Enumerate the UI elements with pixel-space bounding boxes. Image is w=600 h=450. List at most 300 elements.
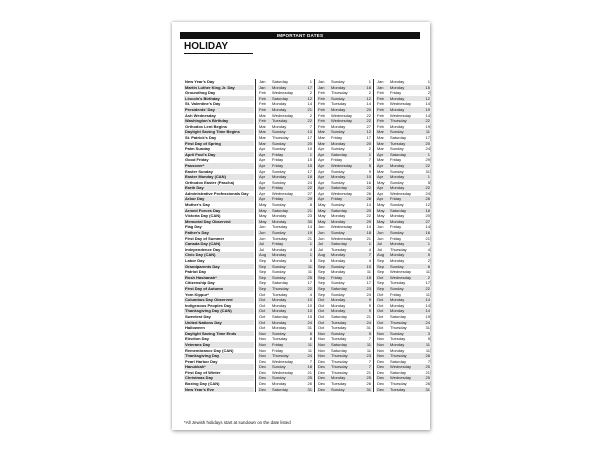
month-cell: Apr xyxy=(317,174,330,180)
weekday-cell: Monday xyxy=(331,123,346,129)
weekday-cell: Sunday xyxy=(272,269,286,275)
holiday-name: Yom Kippur* xyxy=(185,291,209,297)
weekday-cell: Sunday xyxy=(390,202,404,208)
day-cell: 12 xyxy=(425,202,430,208)
month-cell: Jul xyxy=(377,246,383,252)
month-cell: Dec xyxy=(317,364,330,370)
day-cell: 14 xyxy=(366,101,371,107)
holiday-name: Canada Day (CAN) xyxy=(184,241,254,247)
day-cell: 7 xyxy=(309,123,312,129)
month-cell: Oct xyxy=(318,302,325,308)
month-cell: Mar xyxy=(377,168,384,174)
weekday-cell: Friday xyxy=(271,185,299,191)
month-cell: Nov xyxy=(259,336,267,342)
month-cell: Oct xyxy=(376,308,389,314)
weekday-cell: Wednesday xyxy=(389,375,417,381)
day-cell: 18 xyxy=(299,364,313,370)
day-cell: 22 xyxy=(417,118,431,124)
day-cell: 5 xyxy=(358,163,372,169)
holiday-name: Earth Day xyxy=(184,185,254,191)
holiday-name: April Fool's Day xyxy=(184,152,254,158)
month-cell: May xyxy=(376,208,389,214)
weekday-cell: Sunday xyxy=(330,129,358,135)
month-cell: Dec xyxy=(317,387,330,393)
weekday-cell: Thursday xyxy=(271,353,299,359)
month-cell: Dec xyxy=(318,381,326,387)
day-cell: 1 xyxy=(309,79,312,84)
weekday-cell: Wednesday xyxy=(389,364,417,370)
month-cell: Sep xyxy=(317,286,330,292)
month-cell: Apr xyxy=(376,185,389,191)
holiday-name: Daylight Saving Time Ends xyxy=(184,331,254,337)
holiday-name: Easter Monday (CAN) xyxy=(184,174,254,180)
day-cell: 21 xyxy=(366,313,371,319)
day-cell: 29 xyxy=(299,196,313,202)
month-cell: Jun xyxy=(318,224,325,230)
weekday-cell: Sunday xyxy=(389,230,417,236)
day-cell: 23 xyxy=(358,286,372,292)
day-cell: 26 xyxy=(366,190,371,196)
month-cell: Oct xyxy=(317,297,330,303)
month-cell: Mar xyxy=(377,157,384,163)
month-cell: Mar xyxy=(259,134,266,140)
weekday-cell: Monday xyxy=(271,174,299,180)
weekday-cell: Wednesday xyxy=(330,163,358,169)
weekday-cell: Monday xyxy=(389,107,417,113)
day-cell: 11 xyxy=(425,291,430,297)
weekday-cell: Monday xyxy=(389,219,417,225)
weekday-cell: Saturday xyxy=(330,152,358,158)
weekday-cell: Sunday xyxy=(330,387,358,393)
month-cell: Nov xyxy=(317,353,330,359)
day-cell: 17 xyxy=(425,134,430,140)
day-cell: 24 xyxy=(358,320,372,326)
day-cell: 14 xyxy=(366,224,371,230)
holiday-name: Lincoln's Birthday xyxy=(184,96,254,102)
weekday-cell: Monday xyxy=(331,269,346,275)
day-cell: 11 xyxy=(299,264,313,270)
month-cell: Sep xyxy=(258,275,271,281)
holiday-name: Flag Day xyxy=(185,224,202,230)
month-cell: Sep xyxy=(318,280,326,286)
day-cell: 19 xyxy=(417,107,431,113)
month-cell: Jun xyxy=(317,230,330,236)
month-cell: Sep xyxy=(377,258,385,263)
weekday-cell: Monday xyxy=(389,85,417,91)
month-cell: Apr xyxy=(318,179,325,185)
month-cell: Oct xyxy=(258,297,271,303)
day-cell: 1 xyxy=(299,252,313,258)
weekday-cell: Friday xyxy=(390,235,402,241)
day-cell: 11 xyxy=(307,269,312,275)
weekday-cell: Tuesday xyxy=(331,325,347,331)
month-cell: Mar xyxy=(376,141,389,147)
month-cell: May xyxy=(259,213,267,219)
month-cell: May xyxy=(258,219,271,225)
month-cell: Apr xyxy=(259,168,266,174)
month-cell: Sep xyxy=(317,264,330,270)
weekday-cell: Friday xyxy=(271,241,299,247)
month-cell: Oct xyxy=(376,275,389,281)
month-cell: Feb xyxy=(258,107,271,113)
month-cell: Aug xyxy=(376,252,389,258)
day-cell: 18 xyxy=(417,208,431,214)
holiday-name: Arbor Day xyxy=(184,196,254,202)
weekday-cell: Wednesday xyxy=(331,190,353,196)
weekday-cell: Wednesday xyxy=(389,275,417,281)
weekday-cell: Monday xyxy=(331,302,346,308)
day-cell: 24 xyxy=(425,190,430,196)
day-cell: 24 xyxy=(299,320,313,326)
day-cell: 11 xyxy=(417,342,431,348)
holiday-name: Citizenship Day xyxy=(185,280,215,286)
weekday-cell: Wednesday xyxy=(390,101,412,107)
day-cell: 15 xyxy=(299,163,313,169)
day-cell: 20 xyxy=(358,107,372,113)
month-cell: Mar xyxy=(377,146,384,152)
weekday-cell: Sunday xyxy=(331,202,345,208)
month-cell: May xyxy=(377,213,385,219)
weekday-cell: Thursday xyxy=(389,353,417,359)
weekday-cell: Saturday xyxy=(272,313,289,319)
day-cell: 17 xyxy=(366,134,371,140)
weekday-cell: Tuesday xyxy=(272,235,288,241)
weekday-cell: Sunday xyxy=(271,331,299,337)
month-cell: Apr xyxy=(317,185,330,191)
weekday-cell: Sunday xyxy=(389,129,417,135)
day-cell: 7 xyxy=(309,358,312,364)
month-cell: Sep xyxy=(317,275,330,281)
holiday-name: Memorial Day Observed xyxy=(184,219,254,225)
weekday-cell: Thursday xyxy=(272,134,289,140)
month-cell: May xyxy=(258,208,271,214)
weekday-cell: Friday xyxy=(271,196,299,202)
day-cell: 2 xyxy=(309,112,312,118)
weekday-cell: Friday xyxy=(271,163,299,169)
weekday-cell: Monday xyxy=(272,123,287,129)
day-cell: 14 xyxy=(425,101,430,107)
holiday-name: Daylight Saving Time Begins xyxy=(184,129,254,135)
month-cell: Jul xyxy=(376,241,389,247)
month-cell: May xyxy=(376,219,389,225)
weekday-cell: Saturday xyxy=(390,358,407,364)
day-cell: 9 xyxy=(358,297,372,303)
weekday-cell: Sunday xyxy=(272,168,286,174)
weekday-cell: Friday xyxy=(389,196,417,202)
month-cell: Mar xyxy=(376,129,389,135)
day-cell: 22 xyxy=(366,112,371,118)
day-cell: 17 xyxy=(307,134,312,140)
month-cell: Dec xyxy=(376,387,389,393)
page-title: HOLIDAY xyxy=(184,41,253,54)
weekday-cell: Monday xyxy=(331,213,346,219)
day-cell: 16 xyxy=(417,230,431,236)
month-cell: Oct xyxy=(259,325,266,331)
day-cell: 24 xyxy=(366,291,371,297)
weekday-cell: Saturday xyxy=(331,347,348,353)
holiday-name: Washington's Birthday xyxy=(184,118,254,124)
weekday-cell: Wednesday xyxy=(272,190,294,196)
day-cell: 1 xyxy=(358,152,372,158)
weekday-cell: Thursday xyxy=(331,369,348,375)
day-cell: 17 xyxy=(307,280,312,286)
weekday-cell: Wednesday xyxy=(331,112,353,118)
weekday-cell: Monday xyxy=(390,123,405,129)
month-cell: Feb xyxy=(258,96,271,102)
day-cell: 15 xyxy=(358,275,372,281)
holiday-name: New Year's Eve xyxy=(184,387,254,393)
holiday-name: Grandparents Day xyxy=(184,264,254,270)
month-cell: Feb xyxy=(376,96,389,102)
day-cell: 18 xyxy=(358,230,372,236)
holiday-name: Palm Sunday xyxy=(185,146,211,152)
weekday-cell: Saturday xyxy=(272,280,289,286)
day-cell: 8 xyxy=(309,336,312,342)
day-cell: 11 xyxy=(366,347,371,353)
day-cell: 10 xyxy=(307,302,312,308)
month-cell: Oct xyxy=(317,308,330,314)
weekday-cell: Sunday xyxy=(330,331,358,337)
month-cell: Dec xyxy=(377,369,385,375)
day-cell: 31 xyxy=(307,325,312,331)
month-cell: Feb xyxy=(377,123,384,129)
month-cell: Oct xyxy=(259,302,266,308)
month-cell: Oct xyxy=(377,302,384,308)
weekday-cell: Tuesday xyxy=(390,336,406,342)
month-cell: Apr xyxy=(318,146,325,152)
weekday-cell: Tuesday xyxy=(389,141,417,147)
month-cell: Feb xyxy=(259,101,266,107)
holiday-name: Election Day xyxy=(185,336,210,342)
month-cell: Jun xyxy=(377,224,384,230)
holiday-name: First Day of Autumn xyxy=(184,286,254,292)
weekday-cell: Tuesday xyxy=(390,280,406,286)
month-cell: Apr xyxy=(259,190,266,196)
month-cell: Dec xyxy=(377,358,385,364)
day-cell: 25 xyxy=(417,364,431,370)
month-cell: Apr xyxy=(258,174,271,180)
day-cell: 16 xyxy=(358,85,372,91)
day-cell: 5 xyxy=(427,179,430,185)
day-cell: 5 xyxy=(427,336,430,342)
holiday-name: Hanukkah* xyxy=(184,364,254,370)
weekday-cell: Sunday xyxy=(272,202,286,208)
weekday-cell: Thursday xyxy=(271,286,299,292)
day-cell: 22 xyxy=(299,286,313,292)
weekday-cell: Saturday xyxy=(330,185,358,191)
day-cell: 19 xyxy=(425,313,430,319)
day-cell: 8 xyxy=(309,202,312,208)
month-cell: Nov xyxy=(376,353,389,359)
month-cell: Apr xyxy=(258,196,271,202)
weekday-cell: Saturday xyxy=(330,286,358,292)
month-cell: Jun xyxy=(259,224,266,230)
weekday-cell: Sunday xyxy=(331,179,345,185)
day-cell: 25 xyxy=(358,375,372,381)
month-cell: Feb xyxy=(259,90,266,96)
day-cell: 13 xyxy=(299,129,313,135)
weekday-cell: Saturday xyxy=(389,152,417,158)
day-cell: 21 xyxy=(425,369,430,375)
day-cell: 21 xyxy=(307,369,312,375)
weekday-cell: Thursday xyxy=(390,325,407,331)
day-cell: 14 xyxy=(307,224,312,230)
day-cell: 6 xyxy=(299,331,313,337)
day-cell: 5 xyxy=(358,331,372,337)
weekday-cell: Sunday xyxy=(331,280,345,286)
weekday-cell: Sunday xyxy=(272,146,286,152)
weekday-cell: Sunday xyxy=(331,146,345,152)
weekday-cell: Tuesday xyxy=(271,118,299,124)
weekday-cell: Monday xyxy=(272,381,287,387)
day-cell: 24 xyxy=(307,179,312,185)
day-cell: 21 xyxy=(299,208,313,214)
weekday-cell: Tuesday xyxy=(389,387,417,393)
weekday-cell: Friday xyxy=(390,291,402,297)
holiday-name: Martin Luther King Jr. Day xyxy=(184,85,254,91)
day-cell: 21 xyxy=(299,107,313,113)
holiday-name: Victoria Day (CAN) xyxy=(185,213,221,219)
holiday-table-wrap xyxy=(184,79,430,392)
day-cell: 4 xyxy=(368,246,371,252)
month-cell: Mar xyxy=(258,129,271,135)
day-cell: 4 xyxy=(309,291,312,297)
holiday-name: St. Valentine's Day xyxy=(185,101,221,107)
day-cell: 21 xyxy=(366,369,371,375)
weekday-cell: Wednesday xyxy=(331,224,353,230)
day-cell: 7 xyxy=(368,336,371,342)
weekday-cell: Monday xyxy=(272,246,287,252)
weekday-cell: Thursday xyxy=(389,118,417,124)
month-cell: Apr xyxy=(318,157,325,163)
day-cell: 12 xyxy=(358,129,372,135)
weekday-cell: Monday xyxy=(389,342,417,348)
month-cell: Dec xyxy=(258,387,271,393)
day-cell: 20 xyxy=(425,213,430,219)
day-cell: 2 xyxy=(309,90,312,96)
month-cell: Jun xyxy=(259,235,266,241)
weekday-cell: Monday xyxy=(389,96,417,102)
month-cell: Sep xyxy=(377,280,385,286)
holiday-row xyxy=(184,286,431,292)
holiday-name: Orthodox Lent Begins xyxy=(185,123,227,129)
holiday-name: Father's Day xyxy=(184,230,254,236)
holiday-row xyxy=(184,118,431,124)
weekday-cell: Monday xyxy=(330,375,358,381)
month-cell: Mar xyxy=(259,123,266,129)
weekday-cell: Monday xyxy=(271,219,299,225)
day-cell: 1 xyxy=(427,79,430,84)
holiday-name: First Day of Winter xyxy=(185,369,221,375)
holiday-name: Orthodox Easter (Pascha) xyxy=(185,179,235,185)
holiday-name: Civic Day (CAN) xyxy=(184,252,254,258)
weekday-cell: Monday xyxy=(389,308,417,314)
weekday-cell: Thursday xyxy=(390,246,407,252)
month-cell: Jan xyxy=(258,85,271,91)
month-cell: Mar xyxy=(259,112,266,118)
day-cell: 21 xyxy=(307,235,312,241)
weekday-cell: Saturday xyxy=(271,387,299,393)
weekday-cell: Monday xyxy=(271,297,299,303)
month-cell: Dec xyxy=(258,375,271,381)
weekday-cell: Monday xyxy=(390,79,405,84)
month-cell: Feb xyxy=(377,90,384,96)
day-cell: 28 xyxy=(358,196,372,202)
weekday-cell: Sunday xyxy=(271,275,299,281)
day-cell: 12 xyxy=(417,96,431,102)
weekday-cell: Friday xyxy=(272,347,284,353)
holiday-name: Veterans Day xyxy=(184,342,254,348)
day-cell: 31 xyxy=(425,325,430,331)
day-cell: 25 xyxy=(299,275,313,281)
month-cell: May xyxy=(317,208,330,214)
holiday-name: Thanksgiving Day (CAN) xyxy=(184,308,254,314)
holiday-name: Sweetest Day xyxy=(185,313,211,319)
holiday-name: Easter Sunday xyxy=(185,168,213,174)
month-cell: Dec xyxy=(317,375,330,381)
day-cell: 2 xyxy=(427,90,430,96)
weekday-cell: Wednesday xyxy=(390,112,412,118)
month-cell: Feb xyxy=(317,107,330,113)
weekday-cell: Monday xyxy=(390,213,405,219)
weekday-cell: Wednesday xyxy=(272,112,294,118)
day-cell: 31 xyxy=(358,387,372,393)
month-cell: Apr xyxy=(377,190,384,196)
weekday-cell: Tuesday xyxy=(330,320,358,326)
month-cell: Apr xyxy=(376,174,389,180)
month-cell: Dec xyxy=(318,369,326,375)
weekday-cell: Friday xyxy=(271,152,299,158)
weekday-cell: Friday xyxy=(330,196,358,202)
day-cell: 2 xyxy=(368,90,371,96)
month-cell: Oct xyxy=(318,313,325,319)
month-cell: Sep xyxy=(376,286,389,292)
holiday-name: Boxing Day (CAN) xyxy=(185,381,220,387)
holiday-table xyxy=(184,79,431,392)
day-cell: 14 xyxy=(417,308,431,314)
weekday-cell: Monday xyxy=(389,297,417,303)
month-cell: Apr xyxy=(376,152,389,158)
footnote: *All Jewish holidays start at sundown on the date listed xyxy=(184,420,291,425)
weekday-cell: Friday xyxy=(271,342,299,348)
day-cell: 11 xyxy=(307,347,312,353)
day-cell: 22 xyxy=(417,286,431,292)
day-cell: 14 xyxy=(307,101,312,107)
day-cell: 20 xyxy=(358,141,372,147)
day-cell: 31 xyxy=(417,387,431,393)
month-cell: Sep xyxy=(377,269,385,275)
weekday-cell: Sunday xyxy=(330,96,358,102)
day-cell: 26 xyxy=(425,381,430,387)
day-cell: 20 xyxy=(299,141,313,147)
day-cell: 14 xyxy=(366,202,371,208)
weekday-cell: Wednesday xyxy=(272,369,294,375)
month-cell: Nov xyxy=(318,347,326,353)
holiday-row xyxy=(184,174,431,180)
month-cell: Oct xyxy=(377,325,384,331)
weekday-cell: Monday xyxy=(330,219,358,225)
holiday-name: Halloween xyxy=(185,325,205,331)
day-cell: 11 xyxy=(425,269,430,275)
month-cell: Sep xyxy=(258,286,271,292)
month-cell: Jul xyxy=(259,246,265,252)
weekday-cell: Wednesday xyxy=(272,90,294,96)
weekday-cell: Monday xyxy=(330,141,358,147)
month-cell: May xyxy=(259,202,267,208)
month-cell: Oct xyxy=(259,313,266,319)
month-cell: Mar xyxy=(317,129,330,135)
weekday-cell: Monday xyxy=(271,107,299,113)
